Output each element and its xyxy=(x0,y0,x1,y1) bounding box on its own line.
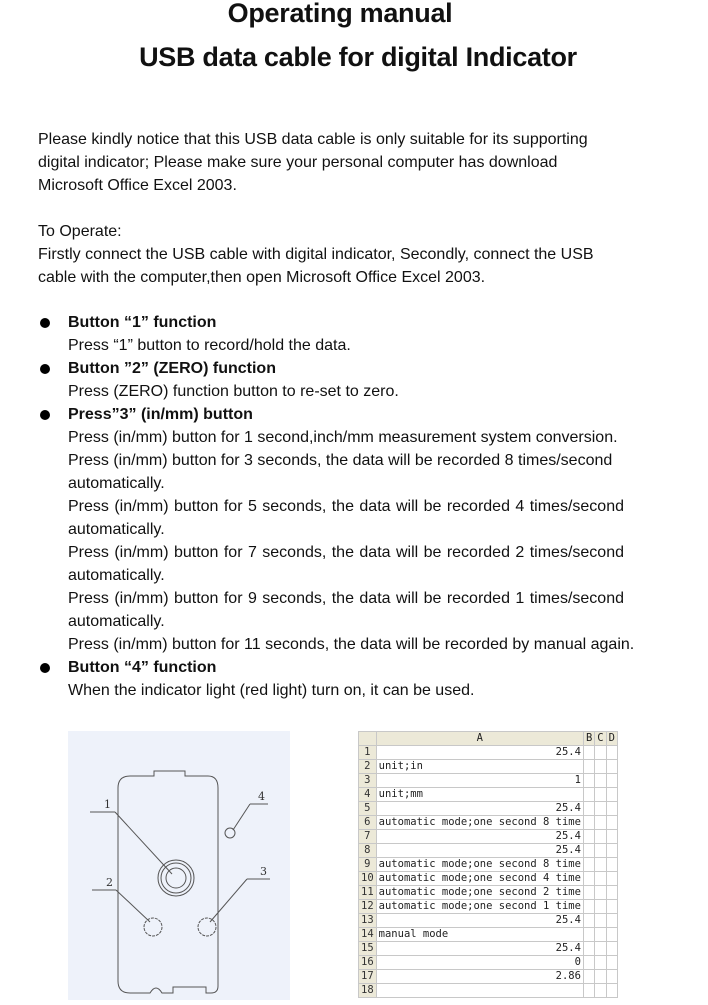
cell-c xyxy=(595,830,606,844)
table-row xyxy=(359,830,618,844)
cell-c xyxy=(595,886,606,900)
device-body-outline xyxy=(118,771,218,993)
leader-line-4 xyxy=(233,804,250,830)
cell-d xyxy=(606,984,617,998)
cell-b xyxy=(583,956,594,970)
diagram-label-2: 2 xyxy=(106,876,113,889)
operate-heading: To Operate: xyxy=(38,223,122,240)
function-list xyxy=(38,311,638,702)
document-subtitle: USB data cable for digital Indicator xyxy=(139,42,577,72)
bullet-icon xyxy=(40,410,50,420)
row-header: 4 xyxy=(359,788,377,802)
row-header: 13 xyxy=(359,914,377,928)
function-description: Press “1” button to record/hold the data. xyxy=(68,337,351,354)
function-description: Press (in/mm) button for 5 seconds, the data will be recorded 4 times/second automatically. xyxy=(68,498,624,538)
cell-d xyxy=(606,816,617,830)
row-header: 11 xyxy=(359,886,377,900)
operate-paragraph xyxy=(38,220,678,289)
cell-c xyxy=(595,872,606,886)
cell-b xyxy=(583,788,594,802)
cell-c xyxy=(595,802,606,816)
cell-c xyxy=(595,844,606,858)
spreadsheet-grid xyxy=(358,731,618,998)
leader-line-1 xyxy=(115,812,172,874)
cell-c xyxy=(595,858,606,872)
function-title: Button ”2” (ZERO) function xyxy=(68,360,276,377)
table-row xyxy=(359,802,618,816)
row-header: 2 xyxy=(359,760,377,774)
function-item-button-4 xyxy=(38,656,638,702)
cell-d xyxy=(606,774,617,788)
spreadsheet-body xyxy=(359,746,618,998)
cell-c xyxy=(595,900,606,914)
cell-d xyxy=(606,872,617,886)
intro-line: Microsoft Office Excel 2003. xyxy=(38,177,237,194)
function-item-button-3 xyxy=(38,403,638,656)
cell-c xyxy=(595,942,606,956)
cell-b xyxy=(583,928,594,942)
table-row xyxy=(359,872,618,886)
button-1-outer-ring xyxy=(158,860,194,896)
row-header: 16 xyxy=(359,956,377,970)
function-description: Press (in/mm) button for 3 seconds, the data will be recorded 8 times/second automatically. xyxy=(68,452,613,492)
intro-paragraph xyxy=(38,128,678,197)
row-header: 8 xyxy=(359,844,377,858)
cell-a: manual mode xyxy=(376,928,583,942)
row-header: 15 xyxy=(359,942,377,956)
cell-b xyxy=(583,914,594,928)
button-3-circle xyxy=(198,918,216,936)
cell-b xyxy=(583,886,594,900)
row-header: 9 xyxy=(359,858,377,872)
button-2-circle xyxy=(144,918,162,936)
table-row xyxy=(359,956,618,970)
table-row xyxy=(359,900,618,914)
cell-d xyxy=(606,942,617,956)
cell-c xyxy=(595,816,606,830)
diagram-label-3: 3 xyxy=(260,865,267,878)
cell-a: automatic mode;one second 4 time xyxy=(376,872,583,886)
cell-a: 25.4 xyxy=(376,802,583,816)
cell-b xyxy=(583,760,594,774)
table-row xyxy=(359,788,618,802)
device-outline-drawing xyxy=(68,731,290,1000)
row-header: 5 xyxy=(359,802,377,816)
intro-line: digital indicator; Please make sure your personal computer has download xyxy=(38,154,558,171)
cell-c xyxy=(595,788,606,802)
cell-b xyxy=(583,984,594,998)
bullet-icon xyxy=(40,318,50,328)
cell-d xyxy=(606,886,617,900)
table-row xyxy=(359,914,618,928)
cell-d xyxy=(606,760,617,774)
cell-b xyxy=(583,746,594,760)
table-row xyxy=(359,746,618,760)
row-header: 7 xyxy=(359,830,377,844)
cell-d xyxy=(606,914,617,928)
column-header-d: D xyxy=(606,732,617,746)
leader-line-3 xyxy=(210,879,247,922)
cell-d xyxy=(606,900,617,914)
table-row xyxy=(359,928,618,942)
table-row xyxy=(359,774,618,788)
document-title: Operating manual xyxy=(227,0,453,28)
column-header-row xyxy=(359,732,618,746)
function-title: Button “1” function xyxy=(68,314,217,331)
leader-line-2 xyxy=(116,890,150,922)
row-header: 3 xyxy=(359,774,377,788)
function-description: Press (in/mm) button for 1 second,inch/mm measurement system conversion. xyxy=(68,429,618,446)
cell-a: automatic mode;one second 2 time xyxy=(376,886,583,900)
cell-d xyxy=(606,858,617,872)
row-header: 1 xyxy=(359,746,377,760)
function-title: Press”3” (in/mm) button xyxy=(68,406,253,423)
operate-line: cable with the computer,then open Microsoft Office Excel 2003. xyxy=(38,269,486,286)
cell-b xyxy=(583,858,594,872)
function-item-button-1 xyxy=(38,311,638,357)
function-description: Press (in/mm) button for 9 seconds, the data will be recorded 1 times/second automatically. xyxy=(68,590,624,630)
cell-c xyxy=(595,956,606,970)
cell-a: 0 xyxy=(376,956,583,970)
cell-b xyxy=(583,816,594,830)
cell-a: unit;in xyxy=(376,760,583,774)
cell-c xyxy=(595,970,606,984)
cell-a: 25.4 xyxy=(376,746,583,760)
cell-a: 25.4 xyxy=(376,830,583,844)
excel-output-sample xyxy=(358,731,615,1000)
cell-d xyxy=(606,830,617,844)
diagram-label-4: 4 xyxy=(258,790,265,803)
function-description: Press (in/mm) button for 7 seconds, the data will be recorded 2 times/second automatically. xyxy=(68,544,624,584)
cell-c xyxy=(595,774,606,788)
cell-a: 25.4 xyxy=(376,844,583,858)
function-description: Press (in/mm) button for 11 seconds, the data will be recorded by manual again. xyxy=(68,636,635,653)
function-item-button-2 xyxy=(38,357,638,403)
function-description: Press (ZERO) function button to re-set to zero. xyxy=(68,383,399,400)
cell-b xyxy=(583,900,594,914)
indicator-button-diagram xyxy=(68,731,290,1000)
cell-d xyxy=(606,928,617,942)
cell-c xyxy=(595,984,606,998)
intro-line: Please kindly notice that this USB data cable is only suitable for its supporting xyxy=(38,131,588,148)
operate-line: Firstly connect the USB cable with digital indicator, Secondly, connect the USB xyxy=(38,246,594,263)
cell-c xyxy=(595,914,606,928)
cell-b xyxy=(583,872,594,886)
table-row xyxy=(359,984,618,998)
cell-c xyxy=(595,746,606,760)
cell-a xyxy=(376,984,583,998)
cell-d xyxy=(606,802,617,816)
row-header: 6 xyxy=(359,816,377,830)
row-header: 18 xyxy=(359,984,377,998)
cell-b xyxy=(583,942,594,956)
cell-a: 25.4 xyxy=(376,914,583,928)
table-row xyxy=(359,942,618,956)
cell-b xyxy=(583,830,594,844)
cell-b xyxy=(583,802,594,816)
table-row xyxy=(359,844,618,858)
row-header: 17 xyxy=(359,970,377,984)
cell-a: automatic mode;one second 8 time xyxy=(376,816,583,830)
function-title: Button “4” function xyxy=(68,659,217,676)
cell-a: 25.4 xyxy=(376,942,583,956)
diagram-label-1: 1 xyxy=(104,798,111,811)
bullet-icon xyxy=(40,663,50,673)
column-header-b: B xyxy=(583,732,594,746)
cell-d xyxy=(606,844,617,858)
row-header: 12 xyxy=(359,900,377,914)
row-header: 14 xyxy=(359,928,377,942)
bullet-icon xyxy=(40,364,50,374)
cell-d xyxy=(606,956,617,970)
cell-a: automatic mode;one second 8 time xyxy=(376,858,583,872)
column-header-c: C xyxy=(595,732,606,746)
column-header-a: A xyxy=(376,732,583,746)
corner-cell xyxy=(359,732,377,746)
cell-b xyxy=(583,844,594,858)
table-row xyxy=(359,886,618,900)
table-row xyxy=(359,858,618,872)
table-row xyxy=(359,760,618,774)
row-header: 10 xyxy=(359,872,377,886)
cell-d xyxy=(606,746,617,760)
table-row xyxy=(359,816,618,830)
cell-d xyxy=(606,970,617,984)
cell-a: automatic mode;one second 1 time xyxy=(376,900,583,914)
cell-a: 1 xyxy=(376,774,583,788)
table-row xyxy=(359,970,618,984)
cell-d xyxy=(606,788,617,802)
cell-a: 2.86 xyxy=(376,970,583,984)
cell-a: unit;mm xyxy=(376,788,583,802)
function-description: When the indicator light (red light) turn on, it can be used. xyxy=(68,682,475,699)
cell-b xyxy=(583,970,594,984)
cell-c xyxy=(595,760,606,774)
cell-c xyxy=(595,928,606,942)
cell-b xyxy=(583,774,594,788)
